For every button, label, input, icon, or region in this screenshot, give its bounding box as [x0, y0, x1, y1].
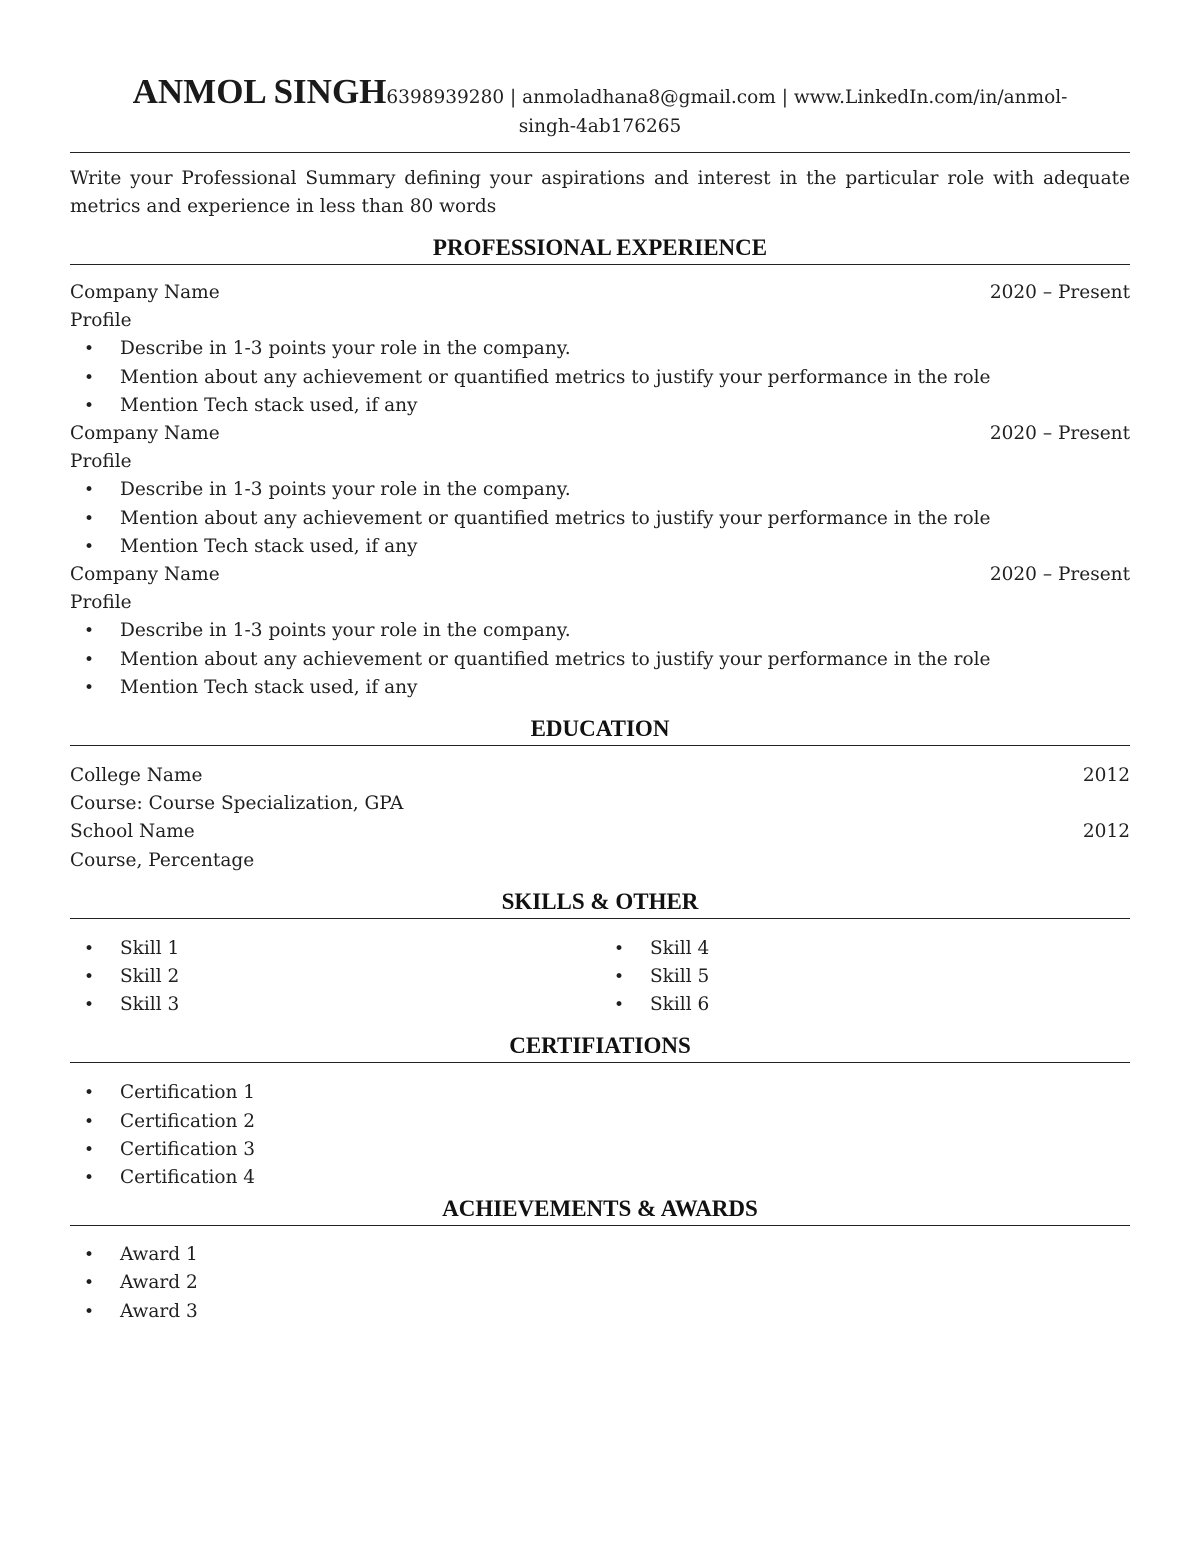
bullet-text: Mention Tech stack used, if any [120, 394, 418, 416]
company-name: Company Name [70, 423, 220, 445]
list-item [70, 1079, 1130, 1107]
skill-text: Skill 3 [120, 994, 180, 1016]
bullet-icon: • [84, 1245, 95, 1266]
job-entry [70, 279, 1130, 420]
section-title-certifications: CERTIFIATIONS [509, 1033, 691, 1059]
skills-column-left [70, 935, 600, 1020]
job-profile: Profile [70, 451, 132, 473]
bullet-icon: • [84, 1301, 95, 1322]
list-item [70, 335, 1130, 363]
job-entry [70, 420, 1130, 561]
list-item [70, 1269, 1130, 1297]
graduation-year: 2012 [1082, 821, 1130, 843]
list-item [70, 533, 1130, 561]
section-divider [70, 264, 1130, 265]
section-title-awards: ACHIEVEMENTS & AWARDS [442, 1196, 758, 1222]
job-bullets [70, 335, 1130, 420]
certification-text: Certification 1 [120, 1082, 256, 1104]
bullet-text: Mention about any achievement or quantified metrics to justify your performance in the role [120, 366, 991, 388]
job-dates: 2020 – Present [989, 564, 1130, 586]
resume-page [70, 70, 1130, 1326]
section-divider [70, 918, 1130, 919]
section-divider [70, 745, 1130, 746]
resume-header [70, 72, 1130, 113]
candidate-name: ANMOL SINGH [132, 72, 387, 111]
bullet-icon: • [84, 621, 95, 642]
list-item [70, 1108, 1130, 1136]
bullet-text: Mention about any achievement or quantified metrics to justify your performance in the role [120, 648, 991, 670]
bullet-icon: • [84, 938, 95, 959]
skill-text: Skill 6 [650, 994, 710, 1016]
list-item [600, 963, 1130, 991]
list-item [600, 935, 1130, 963]
section-title-education: EDUCATION [530, 716, 670, 742]
award-text: Award 3 [120, 1300, 198, 1322]
bullet-icon: • [84, 1111, 95, 1132]
contact-info-continued: singh-4ab176265 [518, 116, 682, 137]
bullet-icon: • [614, 967, 625, 988]
bullet-icon: • [614, 938, 625, 959]
skills-column-right [600, 935, 1130, 1020]
company-name: Company Name [70, 282, 220, 303]
institution-name: College Name [70, 765, 203, 787]
awards-list [70, 1241, 1130, 1326]
bullet-icon: • [84, 480, 95, 501]
company-name: Company Name [70, 564, 220, 586]
bullet-icon: • [84, 649, 95, 670]
bullet-text: Describe in 1-3 points your role in the company. [120, 479, 571, 501]
bullet-icon: • [84, 967, 95, 988]
experience-list [70, 279, 1130, 702]
list-item [70, 935, 600, 963]
award-text: Award 2 [120, 1272, 198, 1294]
bullet-icon: • [84, 367, 95, 388]
list-item [70, 392, 1130, 420]
education-detail: Course: Course Specialization, GPA [70, 793, 404, 815]
education-detail: Course, Percentage [70, 849, 255, 871]
education-list [70, 762, 1130, 875]
bullet-icon: • [84, 1139, 95, 1160]
skill-text: Skill 5 [650, 966, 710, 988]
job-bullets [70, 476, 1130, 561]
list-item [70, 674, 1130, 702]
certifications-list [70, 1079, 1130, 1192]
section-title-skills: SKILLS & OTHER [501, 888, 699, 914]
award-text: Award 1 [120, 1244, 198, 1266]
bullet-text: Mention about any achievement or quantified metrics to justify your performance in the role [120, 507, 991, 529]
skill-text: Skill 1 [120, 937, 180, 959]
job-profile: Profile [70, 310, 132, 332]
list-item [70, 1241, 1130, 1269]
bullet-icon: • [84, 1083, 95, 1104]
contact-info: 6398939280 | anmoladhana8@gmail.com | www.LinkedIn.com/in/anmol- [386, 87, 1068, 108]
list-item [70, 476, 1130, 504]
bullet-icon: • [84, 677, 95, 698]
job-entry [70, 561, 1130, 702]
bullet-text: Mention Tech stack used, if any [120, 535, 418, 557]
list-item [70, 646, 1130, 674]
section-divider [70, 1225, 1130, 1226]
institution-name: School Name [70, 821, 195, 843]
bullet-icon: • [84, 508, 95, 529]
bullet-icon: • [84, 1168, 95, 1189]
education-entry [70, 762, 1130, 790]
list-item [70, 1298, 1130, 1326]
list-item [600, 991, 1130, 1019]
bullet-text: Describe in 1-3 points your role in the company. [120, 338, 571, 360]
job-dates: 2020 – Present [989, 282, 1130, 303]
job-profile: Profile [70, 592, 132, 614]
bullet-icon: • [84, 536, 95, 557]
bullet-icon: • [84, 339, 95, 360]
list-item [70, 963, 600, 991]
professional-summary: Write your Professional Summary defining your aspirations and interest in the particular role with adequate metrics and experience in less than 80 words [70, 168, 1130, 217]
certification-text: Certification 4 [120, 1167, 256, 1189]
certification-text: Certification 3 [120, 1138, 256, 1160]
certification-text: Certification 2 [120, 1110, 256, 1132]
list-item [70, 1164, 1130, 1192]
skills-list [70, 935, 1130, 1020]
bullet-icon: • [84, 995, 95, 1016]
list-item [70, 505, 1130, 533]
section-title-experience: PROFESSIONAL EXPERIENCE [432, 235, 768, 260]
graduation-year: 2012 [1082, 765, 1130, 787]
job-dates: 2020 – Present [989, 423, 1130, 445]
job-bullets [70, 617, 1130, 702]
list-item [70, 1136, 1130, 1164]
bullet-text: Describe in 1-3 points your role in the company. [120, 620, 571, 642]
skill-text: Skill 4 [650, 937, 710, 959]
list-item [70, 364, 1130, 392]
bullet-text: Mention Tech stack used, if any [120, 676, 418, 698]
list-item [70, 991, 600, 1019]
header-divider [70, 152, 1130, 153]
section-divider [70, 1062, 1130, 1063]
bullet-icon: • [84, 1273, 95, 1294]
list-item [70, 617, 1130, 645]
skill-text: Skill 2 [120, 966, 180, 988]
education-entry [70, 818, 1130, 846]
bullet-icon: • [84, 395, 95, 416]
bullet-icon: • [614, 995, 625, 1016]
